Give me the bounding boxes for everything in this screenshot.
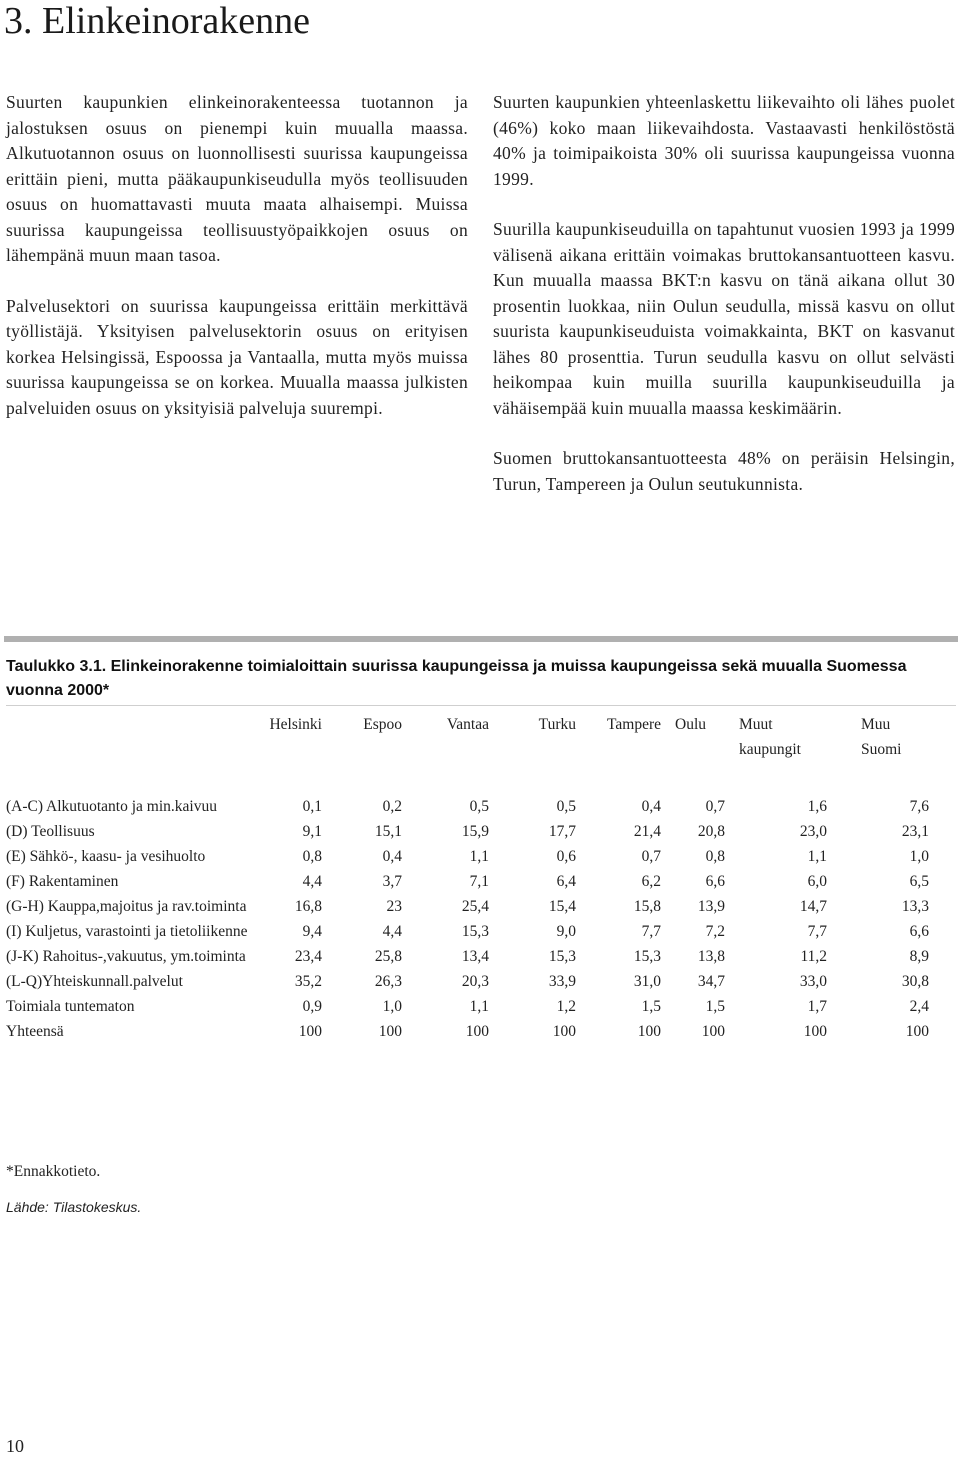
- source-note: Lähde: Tilastokeskus.: [6, 1199, 142, 1215]
- table-cell: 9,0: [556, 923, 576, 940]
- table-cell: 4,4: [302, 873, 322, 890]
- table-cell: 2,4: [909, 998, 929, 1015]
- table-cell: 23: [386, 898, 402, 915]
- table-cell: 3,7: [382, 873, 402, 890]
- table-cell: 0,8: [302, 848, 322, 865]
- table-cell: 33,9: [548, 973, 576, 990]
- table-cell: 0,2: [382, 798, 402, 815]
- table-body: [6, 794, 931, 1044]
- industry-structure-table: [6, 712, 931, 1044]
- table-cell: 7,7: [641, 923, 661, 940]
- table-cell: 7,2: [705, 923, 725, 940]
- row-label: Toimiala tuntematon: [6, 998, 135, 1015]
- table-cell: 100: [552, 1023, 576, 1040]
- paragraph: Suurten kaupunkien yhteenlaskettu liikevaihto oli lähes puolet (46%) koko maan liikevaihdosta. Vastaavasti henkilöstöstä 40% ja toimipaikoista 30% oli suurissa kaupungeissa vuonna 1999.: [493, 92, 955, 189]
- table-cell: 6,0: [807, 873, 827, 890]
- row-label: (E) Sähkö-, kaasu- ja vesihuolto: [6, 848, 206, 865]
- table-cell: 20,3: [461, 973, 489, 990]
- table-cell: 15,9: [461, 823, 489, 840]
- row-label: (J-K) Rahoitus-,vakuutus, ym.toiminta: [6, 948, 246, 965]
- table-cell: 0,4: [641, 798, 661, 815]
- table-cell: 6,4: [556, 873, 576, 890]
- paragraph: Palvelusektori on suurissa kaupungeissa erittäin merkittävä työllistäjä. Yksityisen palvelusektorin osuus on erityisen korkea Helsingissä, Espoossa ja Vantaalla, mutta myös muissa suurissa kaupungeissa se on korkea. Muualla maassa julkisten palveluiden osuus on yksityisiä palveluja suurempi.: [6, 295, 468, 418]
- table-cell: 16,8: [294, 898, 322, 915]
- table-cell: 26,3: [374, 973, 402, 990]
- table-row: [6, 794, 931, 819]
- column-header: Muut kaupungit: [739, 716, 801, 758]
- column-header: Espoo: [363, 716, 402, 733]
- table-cell: 13,4: [461, 948, 489, 965]
- table-cell: 25,4: [461, 898, 489, 915]
- column-header: Oulu: [675, 716, 706, 733]
- table-cell: 0,8: [705, 848, 725, 865]
- table-cell: 7,7: [807, 923, 827, 940]
- row-label: Yhteensä: [6, 1023, 64, 1040]
- table-row: [6, 869, 931, 894]
- table-cell: 0,5: [556, 798, 576, 815]
- table-cell: 23,4: [294, 948, 322, 965]
- right-text-column: [493, 90, 955, 522]
- table-cell: 15,4: [548, 898, 576, 915]
- row-label: (G-H) Kauppa,majoitus ja rav.toiminta: [6, 898, 247, 915]
- table-cell: 13,9: [697, 898, 725, 915]
- table-cell: 0,7: [641, 848, 661, 865]
- table-cell: 1,5: [641, 998, 661, 1015]
- table-cell: 15,3: [633, 948, 661, 965]
- table-cell: 0,1: [302, 798, 322, 815]
- table-cell: 0,7: [705, 798, 725, 815]
- table-cell: 100: [637, 1023, 661, 1040]
- table-cell: 1,5: [705, 998, 725, 1015]
- table-cell: 13,3: [901, 898, 929, 915]
- column-header: Helsinki: [269, 716, 322, 733]
- table-cell: 7,6: [909, 798, 929, 815]
- column-header: Muu Suomi: [861, 716, 902, 758]
- table-cell: 6,6: [909, 923, 929, 940]
- table-cell: 14,7: [799, 898, 827, 915]
- table-row: [6, 969, 931, 994]
- table-cell: 1,1: [469, 848, 489, 865]
- table-cell: 31,0: [633, 973, 661, 990]
- table-cell: 100: [905, 1023, 929, 1040]
- table-cell: 15,3: [461, 923, 489, 940]
- table-cell: 6,2: [641, 873, 661, 890]
- table-cell: 1,2: [556, 998, 576, 1015]
- table-top-rule: [4, 636, 958, 642]
- table-cell: 1,1: [807, 848, 827, 865]
- table-cell: 9,4: [302, 923, 322, 940]
- table-cell: 1,7: [807, 998, 827, 1015]
- table-row: [6, 894, 931, 919]
- left-text-column: [6, 90, 468, 446]
- table-cell: 6,6: [705, 873, 725, 890]
- row-label: (I) Kuljetus, varastointi ja tietoliikenne: [6, 923, 248, 940]
- table-row: [6, 1019, 931, 1044]
- table-row: [6, 994, 931, 1019]
- table-caption: Taulukko 3.1. Elinkeinorakenne toimialoittain suurissa kaupungeissa ja muissa kaupungeissa sekä muualla Suomessa vuonna 2000*: [6, 658, 907, 699]
- column-header: Turku: [538, 716, 576, 733]
- table-cell: 7,1: [469, 873, 489, 890]
- table-cell: 30,8: [901, 973, 929, 990]
- table-cell: 1,6: [807, 798, 827, 815]
- column-header: Tampere: [607, 716, 661, 733]
- spacer-row: [6, 780, 931, 794]
- table-row: [6, 944, 931, 969]
- table-cell: 33,0: [799, 973, 827, 990]
- table-cell: 100: [378, 1023, 402, 1040]
- page-number: 10: [6, 1436, 24, 1456]
- table-cell: 100: [298, 1023, 322, 1040]
- table-row: [6, 919, 931, 944]
- table-cell: 0,6: [556, 848, 576, 865]
- table-cell: 0,5: [469, 798, 489, 815]
- paragraph: Suomen bruttokansantuotteesta 48% on peräisin Helsingin, Turun, Tampereen ja Oulun seutukunnista.: [493, 448, 955, 494]
- table-cell: 15,1: [374, 823, 402, 840]
- table-cell: 100: [465, 1023, 489, 1040]
- table-cell: 35,2: [294, 973, 322, 990]
- table-cell: 21,4: [633, 823, 661, 840]
- table-cell: 34,7: [697, 973, 725, 990]
- table-cell: 0,9: [302, 998, 322, 1015]
- table-cell: 6,5: [909, 873, 929, 890]
- table-header-row: [6, 712, 931, 780]
- table-cell: 11,2: [800, 948, 827, 965]
- table-cell: 8,9: [909, 948, 929, 965]
- table-cell: 9,1: [302, 823, 322, 840]
- table-cell: 4,4: [382, 923, 402, 940]
- table-cell: 1,0: [382, 998, 402, 1015]
- table-cell: 0,4: [382, 848, 402, 865]
- table-cell: 25,8: [374, 948, 402, 965]
- row-label: (L-Q)Yhteiskunnall.palvelut: [6, 973, 183, 990]
- row-label: (D) Teollisuus: [6, 823, 95, 840]
- section-heading: 3. Elinkeinorakenne: [4, 0, 311, 42]
- table-cell: 100: [701, 1023, 725, 1040]
- table-cell: 15,3: [548, 948, 576, 965]
- table-cell: 23,1: [901, 823, 929, 840]
- table-cell: 13,8: [697, 948, 725, 965]
- table-cell: 1,0: [909, 848, 929, 865]
- table-cell: 100: [803, 1023, 827, 1040]
- row-label-header: [6, 712, 254, 780]
- row-label: (A-C) Alkutuotanto ja min.kaivuu: [6, 798, 217, 815]
- paragraph: Suurilla kaupunkiseuduilla on tapahtunut vuosien 1993 ja 1999 välisenä aikana erittäin voimakas bruttokansantuotteen kasvu. Kun muualla maassa BKT:n kasvu on tänä aikana ollut 30 prosentin luokkaa, niin Oulun seudulla, missä kasvu on ollut suurista kaupunkiseuduista voimakkainta, BKT on kasvanut lähes 80 prosenttia. Turun seudulla kasvu on ollut selvästi heikompaa kuin muilla suurilla kaupunkiseuduilla ja vähäisempää kuin muualla maassa keskimäärin.: [493, 219, 955, 418]
- table-cell: 17,7: [548, 823, 576, 840]
- row-label: (F) Rakentaminen: [6, 873, 119, 890]
- paragraph: Suurten kaupunkien elinkeinorakenteessa tuotannon ja jalostuksen osuus on pienempi kuin muualla maassa. Alkutuotannon osuus on luonnollisesti suurissa kaupungeissa erittäin pieni, mutta pääkaupunkiseudulla myös teollisuuden osuus on huomattavasti muuta maata alhaisempi. Muissa suurissa kaupungeissa teollisuustyöpaikkojen osuus on lähempänä muun maan tasoa.: [6, 92, 468, 265]
- table-cell: 15,8: [633, 898, 661, 915]
- footnote: *Ennakkotieto.: [6, 1163, 101, 1180]
- table-divider: [6, 705, 956, 706]
- table-row: [6, 844, 931, 869]
- table-row: [6, 819, 931, 844]
- table-cell: 20,8: [697, 823, 725, 840]
- table-cell: 1,1: [469, 998, 489, 1015]
- table-cell: 23,0: [799, 823, 827, 840]
- column-header: Vantaa: [446, 716, 489, 733]
